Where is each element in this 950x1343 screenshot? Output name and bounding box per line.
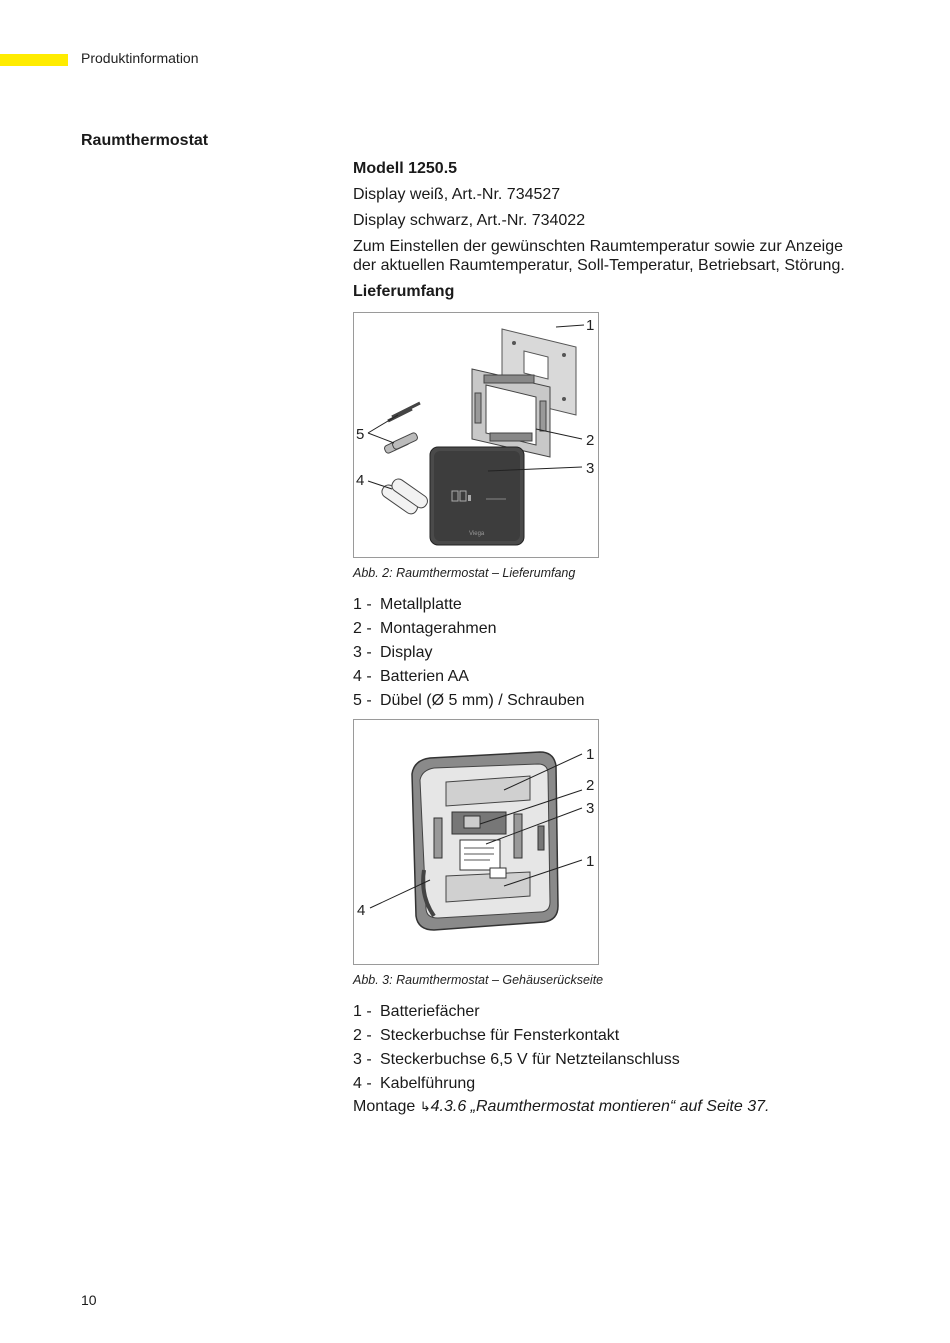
list-item: 2 - Steckerbuchse für Fensterkontakt	[353, 1027, 620, 1044]
scope-heading: Lieferumfang	[353, 283, 455, 300]
mounting-link[interactable]: 4.3.6 „Raumthermostat montieren“ auf Seite 37.	[430, 1098, 770, 1115]
delivery-scope-illustration	[354, 313, 598, 557]
fig1-callout-1: 1	[586, 317, 595, 334]
figure-2-caption: Abb. 3: Raumthermostat – Gehäuserückseite	[353, 973, 604, 987]
figure-housing-back	[353, 719, 599, 965]
cross-reference-arrow-icon: ↳	[419, 1099, 431, 1114]
list-item: 1 - Metallplatte	[353, 596, 462, 613]
fig2-callout-4: 4	[357, 902, 366, 919]
list-item: 2 - Montagerahmen	[353, 620, 497, 637]
svg-text:Viega: Viega	[469, 531, 485, 537]
running-header: Produktinformation	[81, 50, 199, 66]
header-accent-bar	[0, 54, 68, 66]
fig1-callout-2: 2	[586, 432, 595, 449]
list-item: 1 - Batteriefächer	[353, 1003, 480, 1020]
list-item: 3 - Steckerbuchse 6,5 V für Netzteilanschluss	[353, 1051, 680, 1068]
page-number: 10	[81, 1292, 97, 1308]
list-item: 5 - Dübel (Ø 5 mm) / Schrauben	[353, 692, 585, 709]
housing-back-illustration	[354, 720, 598, 964]
variant-white: Display weiß, Art.-Nr. 734527	[353, 186, 561, 203]
description-line-2: der aktuellen Raumtemperatur, Soll-Temperatur, Betriebsart, Störung.	[353, 257, 845, 274]
fig1-callout-3: 3	[586, 460, 595, 477]
variant-black: Display schwarz, Art.-Nr. 734022	[353, 212, 586, 229]
figure-delivery-scope	[353, 312, 599, 558]
description-line-1: Zum Einstellen der gewünschten Raumtemperatur sowie zur Anzeige	[353, 238, 844, 255]
list-item: 3 - Display	[353, 644, 433, 661]
list-item: 4 - Batterien AA	[353, 668, 469, 685]
mounting-reference	[353, 1098, 769, 1116]
fig2-callout-1-bottom: 1	[586, 853, 595, 870]
fig1-callout-5: 5	[356, 426, 365, 443]
fig2-callout-3: 3	[586, 800, 595, 817]
figure-1-caption: Abb. 2: Raumthermostat – Lieferumfang	[353, 566, 576, 580]
fig2-callout-2: 2	[586, 777, 595, 794]
fig2-callout-1-top: 1	[586, 746, 595, 763]
list-item: 4 - Kabelführung	[353, 1075, 476, 1092]
model-title: Modell 1250.5	[353, 160, 458, 177]
section-title: Raumthermostat	[81, 132, 209, 149]
mounting-prefix: Montage	[353, 1098, 416, 1115]
fig1-callout-4: 4	[356, 472, 365, 489]
